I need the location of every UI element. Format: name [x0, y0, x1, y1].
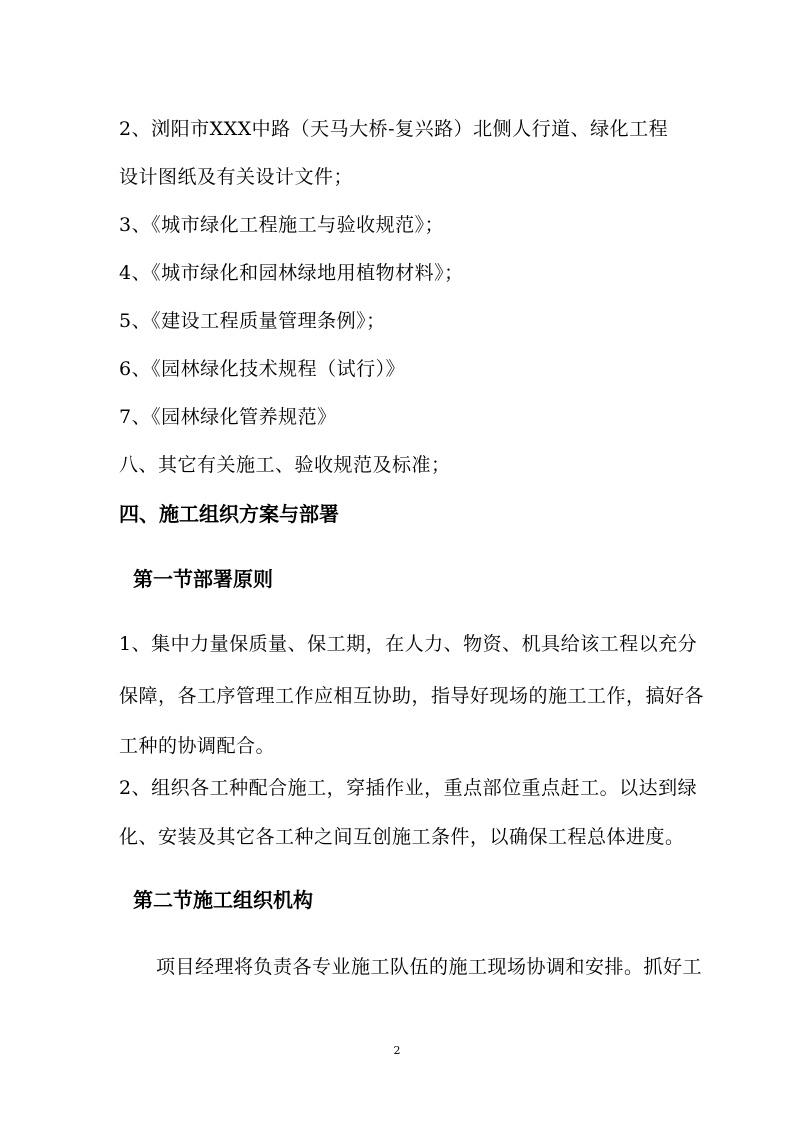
reference-item-5: 5、《建设工程质量管理条例》； [119, 310, 386, 332]
reference-item-2-line-2: 设计图纸及有关设计文件； [119, 166, 354, 188]
section1-title: 第一节部署原则 [133, 567, 273, 591]
reference-item-8: 八、其它有关施工、验收规范及标准； [119, 454, 451, 476]
page-number: 2 [393, 1044, 401, 1057]
section2-title: 第二节施工组织机构 [133, 888, 313, 912]
section1-paragraph-1-line-1: 1、集中力量保质量、保工期，在人力、物资、机具给该工程以充分 [119, 633, 698, 655]
reference-item-6: 6、《园林绿化技术规程（试行）》 [119, 358, 406, 380]
section1-paragraph-1-line-3: 工种的协调配合。 [119, 735, 276, 757]
section1-paragraph-2-line-2: 化、安装及其它各工种之间互创施工条件，以确保工程总体进度。 [119, 826, 685, 848]
reference-item-3: 3、《城市绿化工程施工与验收规范》； [119, 214, 445, 236]
section1-paragraph-1-line-2: 保障，各工序管理工作应相互协助，指导好现场的施工工作，搞好各 [119, 685, 705, 707]
reference-item-7: 7、《园林绿化管养规范》 [119, 406, 337, 428]
section1-paragraph-2-line-1: 2、组织各工种配合施工，穿插作业，重点部位重点赶工。以达到绿 [119, 777, 698, 799]
reference-item-4: 4、《城市绿化和园林绿地用植物材料》； [119, 262, 464, 284]
reference-item-2-line-1: 2、浏阳市XXX中路（天马大桥-复兴路）北侧人行道、绿化工程 [119, 118, 669, 140]
section2-paragraph-line-1: 项目经理将负责各专业施工队伍的施工现场协调和安排。抓好工 [156, 956, 703, 978]
section-heading: 四、施工组织方案与部署 [119, 502, 339, 526]
